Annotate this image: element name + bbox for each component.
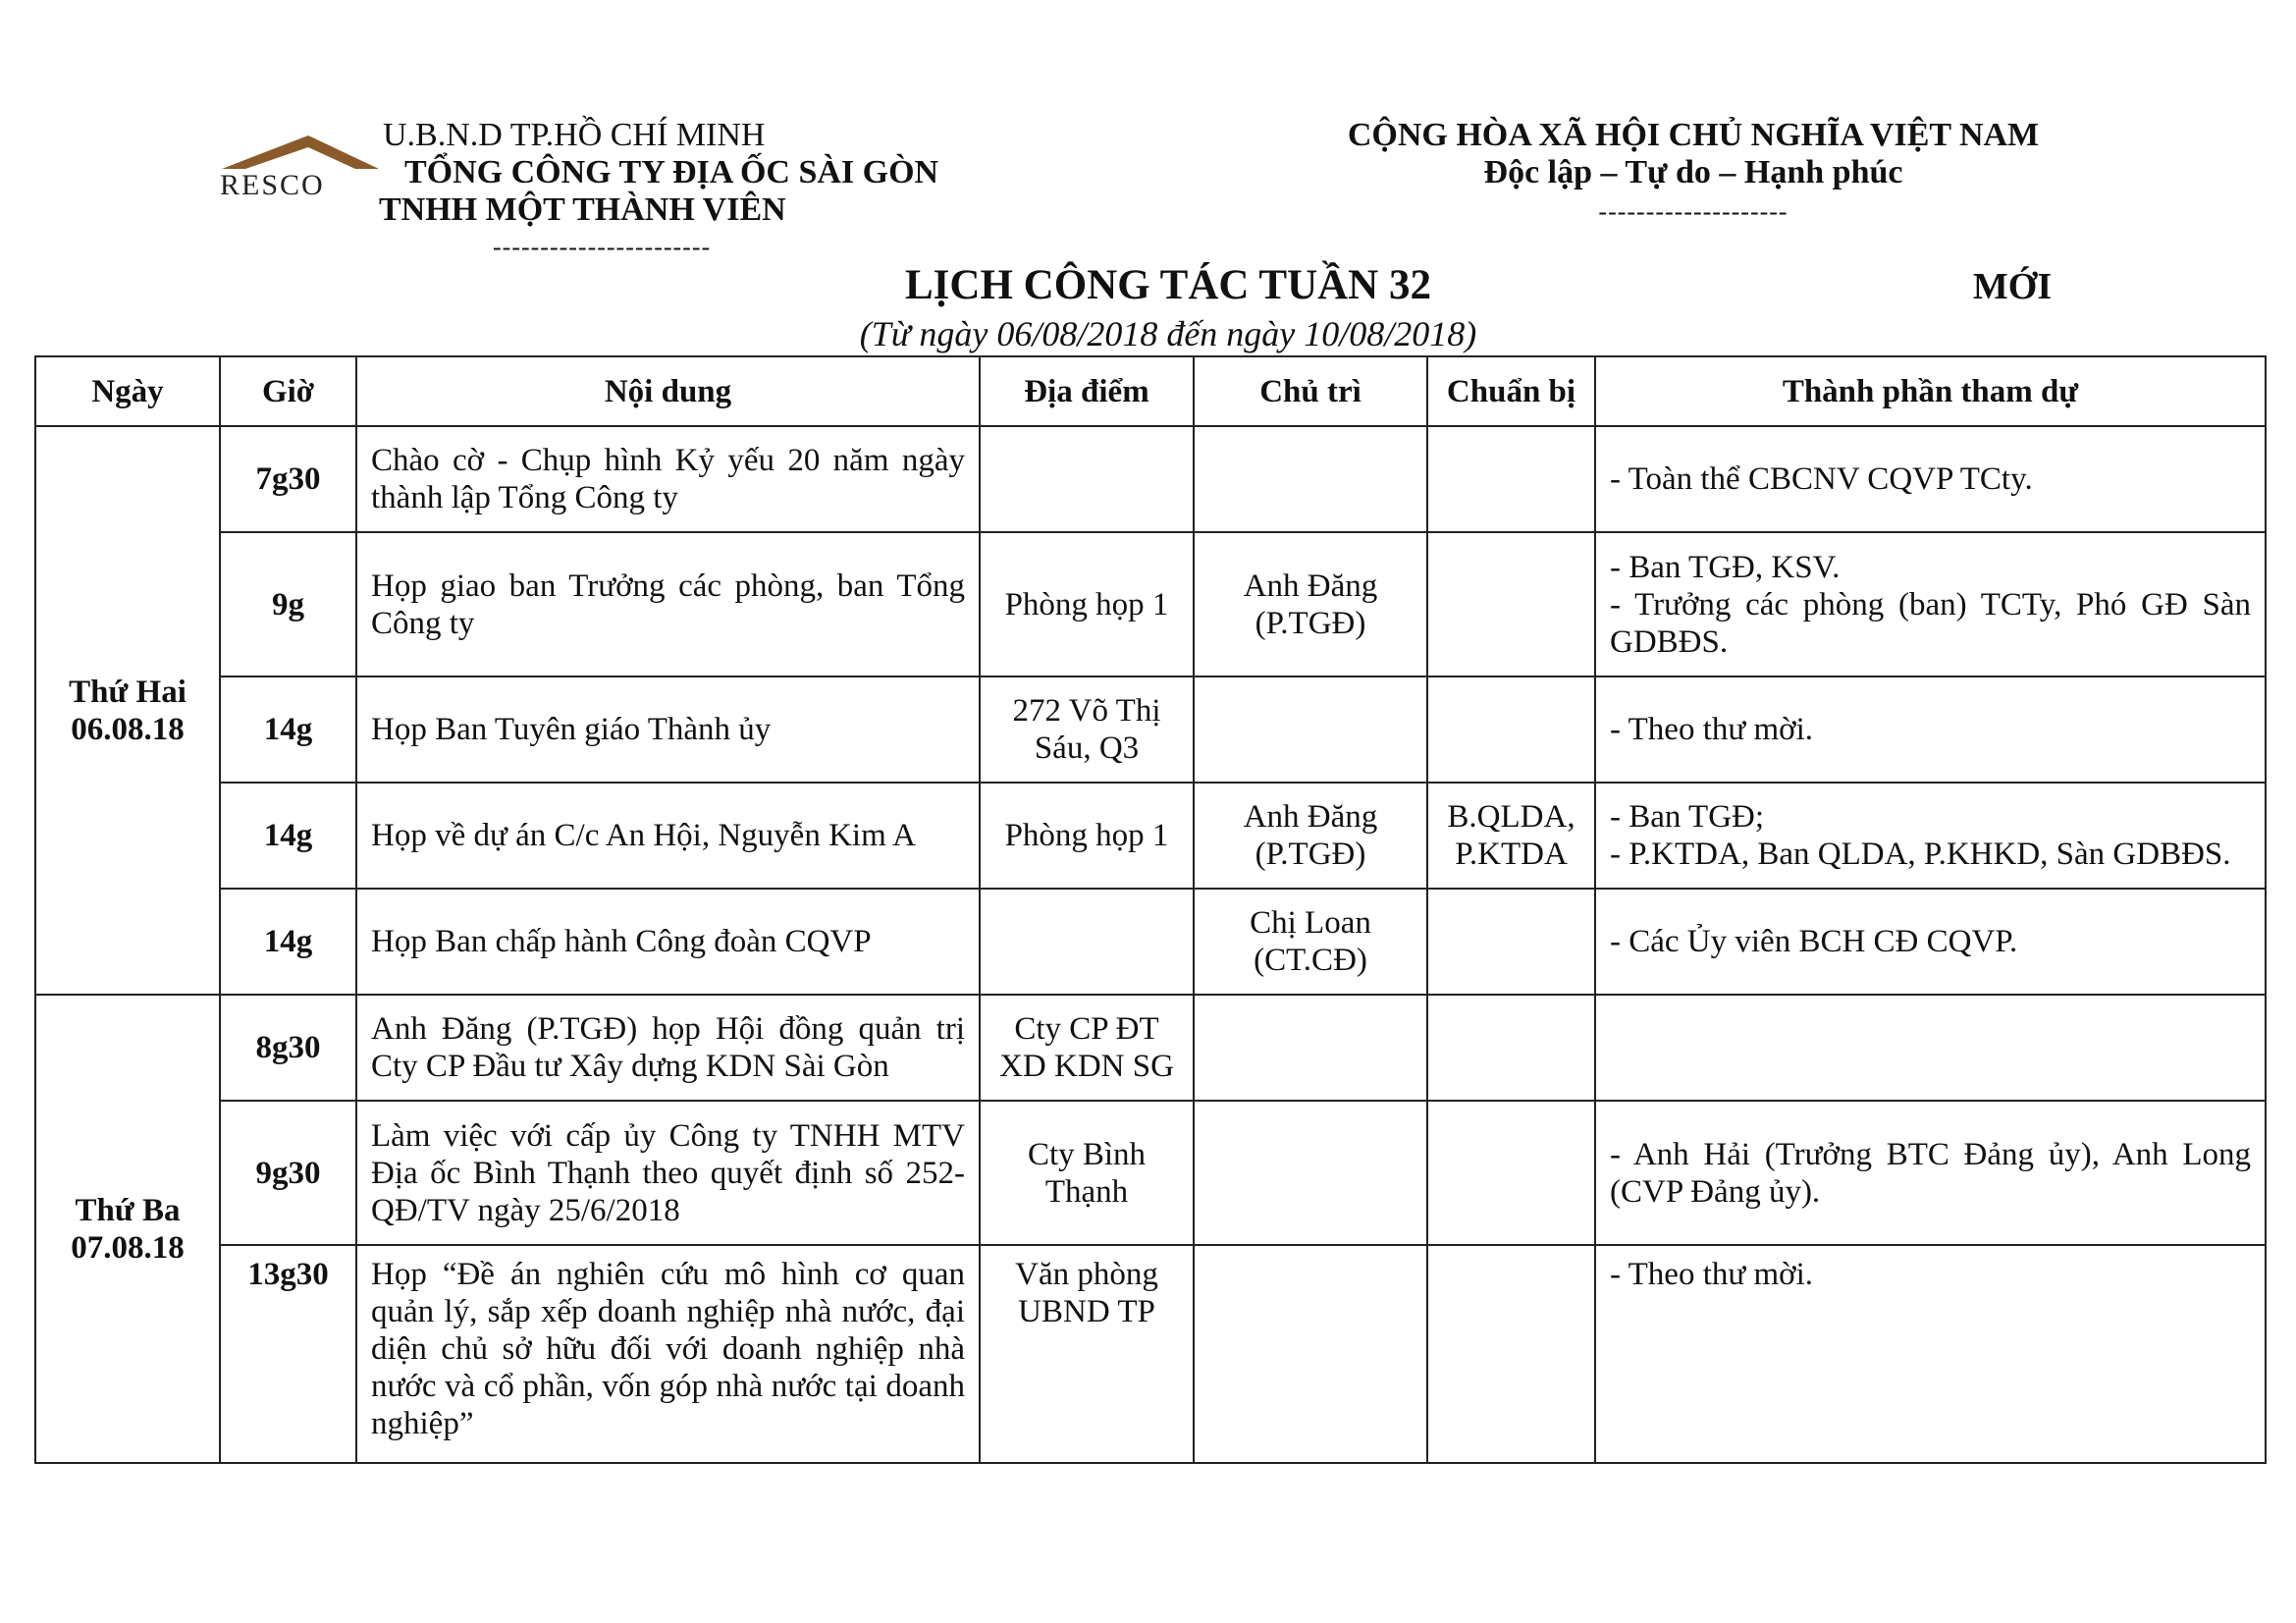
table-header-row (35, 356, 2266, 426)
attendees-cell (1595, 995, 2266, 1101)
location-cell: Văn phòng UBND TP (980, 1245, 1194, 1463)
prep-cell (1427, 676, 1595, 783)
content-cell: Họp về dự án C/c An Hội, Nguyễn Kim A (356, 783, 980, 889)
day-date: 06.08.18 (71, 711, 185, 747)
time-cell: 14g (220, 889, 356, 995)
content-cell: Họp “Đề án nghiên cứu mô hình cơ quan quản lý, sắp xếp doanh nghiệp nhà nước, đại diện chủ sở hữu đối với doanh nghiệp nhà nước và cổ phần, vốn góp nhà nước tại doanh nghiệp” (356, 1245, 980, 1463)
host-cell (1194, 676, 1427, 783)
column-header-attendees: Thành phần tham dự (1595, 356, 2266, 426)
prep-cell (1427, 426, 1595, 532)
content-cell: Anh Đăng (P.TGĐ) họp Hội đồng quản trị Cty CP Đầu tư Xây dựng KDN Sài Gòn (356, 995, 980, 1101)
attendee-line: - Trưởng các phòng (ban) TCTy, Phó GĐ Sàn GDBĐS. (1610, 586, 2251, 660)
location-cell: Cty Bình Thạnh (980, 1101, 1194, 1245)
content-cell: Họp giao ban Trưởng các phòng, ban Tổng Công ty (356, 532, 980, 676)
host-cell: Chị Loan (CT.CĐ) (1194, 889, 1427, 995)
prep-cell: B.QLDA, P.KTDA (1427, 783, 1595, 889)
attendee-line: - P.KTDA, Ban QLDA, P.KHKD, Sàn GDBĐS. (1610, 837, 2231, 872)
schedule-table (34, 355, 2267, 1464)
host-cell: Anh Đăng (P.TGĐ) (1194, 783, 1427, 889)
logo-text: RESCO (220, 169, 325, 198)
attendee-line: - Theo thư mời. (1610, 712, 1814, 747)
left-divider: ----------------------- (493, 233, 712, 261)
column-header-preparation: Chuẩn bị (1427, 356, 1595, 426)
content-cell: Làm việc với cấp ủy Công ty TNHH MTV Địa ốc Bình Thạnh theo quyết định số 252-QĐ/TV ngày 25/6/2018 (356, 1101, 980, 1245)
attendee-line: - Toàn thể CBCNV CQVP TCty. (1610, 461, 2033, 497)
new-badge: MỚI (1972, 266, 2053, 307)
time-cell: 9g30 (220, 1101, 356, 1245)
prep-cell (1427, 1101, 1595, 1245)
content-cell: Họp Ban Tuyên giáo Thành ủy (356, 676, 980, 783)
attendees-cell (1595, 426, 2266, 532)
table-row (35, 532, 2266, 676)
company-type: TNHH MỘT THÀNH VIÊN (379, 191, 786, 228)
prep-cell (1427, 1245, 1595, 1463)
attendee-line: - Theo thư mời. (1610, 1257, 1814, 1292)
location-cell (980, 426, 1194, 532)
attendees-cell (1595, 1245, 2266, 1463)
host-cell (1194, 1245, 1427, 1463)
right-divider: -------------------- (1598, 197, 1789, 226)
time-cell: 14g (220, 783, 356, 889)
content-cell: Chào cờ - Chụp hình Kỷ yếu 20 năm ngày thành lập Tổng Công ty (356, 426, 980, 532)
host-cell: Anh Đăng (P.TGĐ) (1194, 532, 1427, 676)
attendee-line: - Anh Hải (Trưởng BTC Đảng ủy), Anh Long (CVP Đảng ủy). (1610, 1136, 2251, 1210)
attendee-line: - Ban TGĐ, KSV. (1610, 549, 1841, 585)
table-row (35, 676, 2266, 783)
location-cell: 272 Võ Thị Sáu, Q3 (980, 676, 1194, 783)
column-header-time: Giờ (220, 356, 356, 426)
resco-logo (218, 130, 385, 198)
table-row (35, 426, 2266, 532)
attendees-cell (1595, 676, 2266, 783)
attendees-cell (1595, 783, 2266, 889)
attendee-line: - Các Ủy viên BCH CĐ CQVP. (1610, 924, 2018, 959)
time-cell: 8g30 (220, 995, 356, 1101)
prep-cell (1427, 889, 1595, 995)
day-cell (35, 995, 220, 1463)
location-cell: Phòng họp 1 (980, 532, 1194, 676)
content-cell: Họp Ban chấp hành Công đoàn CQVP (356, 889, 980, 995)
prep-cell (1427, 995, 1595, 1101)
location-cell (980, 889, 1194, 995)
time-cell: 14g (220, 676, 356, 783)
column-header-location: Địa điểm (980, 356, 1194, 426)
column-header-day: Ngày (35, 356, 220, 426)
time-cell: 13g30 (220, 1245, 356, 1463)
day-date: 07.08.18 (71, 1229, 185, 1266)
table-row (35, 1101, 2266, 1245)
attendees-cell (1595, 1101, 2266, 1245)
attendees-cell (1595, 889, 2266, 995)
column-header-content: Nội dung (356, 356, 980, 426)
time-cell: 9g (220, 532, 356, 676)
day-cell (35, 426, 220, 995)
date-range: (Từ ngày 06/08/2018 đến ngày 10/08/2018) (859, 314, 1477, 353)
table-row (35, 783, 2266, 889)
city-committee-label: U.B.N.D TP.HỒ CHÍ MINH (383, 117, 766, 153)
national-motto: Độc lập – Tự do – Hạnh phúc (1483, 154, 1903, 190)
host-cell (1194, 1101, 1427, 1245)
location-cell: Phòng họp 1 (980, 783, 1194, 889)
host-cell (1194, 426, 1427, 532)
company-name: TỔNG CÔNG TY ĐỊA ỐC SÀI GÒN (404, 154, 939, 190)
column-header-host: Chủ trì (1194, 356, 1427, 426)
page-title: LỊCH CÔNG TÁC TUẦN 32 (905, 262, 1431, 308)
host-cell (1194, 995, 1427, 1101)
attendees-cell (1595, 532, 2266, 676)
location-cell: Cty CP ĐT XD KDN SG (980, 995, 1194, 1101)
day-name: Thứ Ba (75, 1192, 181, 1228)
national-title: CỘNG HÒA XÃ HỘI CHỦ NGHĨA VIỆT NAM (1347, 117, 2040, 153)
prep-cell (1427, 532, 1595, 676)
table-row (35, 995, 2266, 1101)
table-row (35, 889, 2266, 995)
time-cell: 7g30 (220, 426, 356, 532)
attendee-line: - Ban TGĐ; (1610, 799, 1765, 835)
table-row (35, 1245, 2266, 1463)
day-name: Thứ Hai (69, 674, 187, 710)
